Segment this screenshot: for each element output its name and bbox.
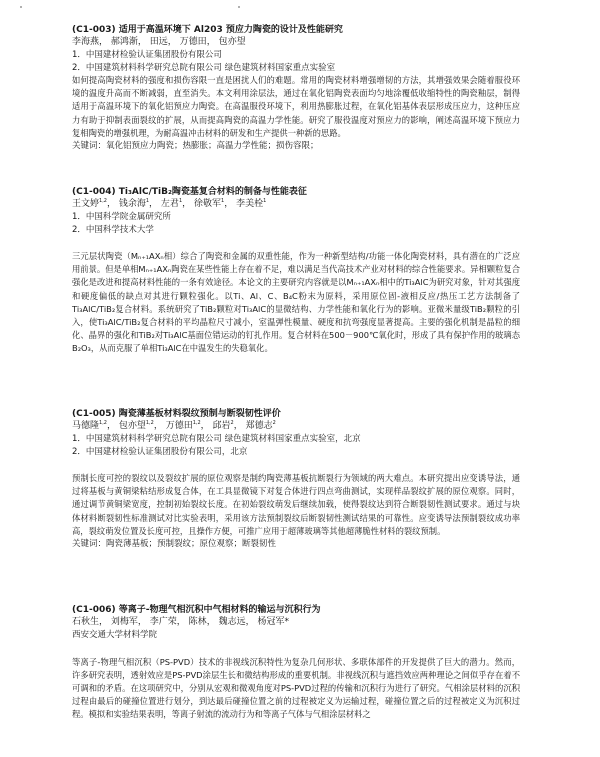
abstract-text: 如何提高陶瓷材料的强度和损伤容限一直是困扰人们的难题。常用的陶瓷材料增强增韧的方法，其增强效果会随着服役环境的温度升高而不断减弱，直至消失。本文利用涂层法，通过在氧化铝陶瓷表面均匀地涂覆低收缩特性的陶瓷釉层，制得适用于高温环境下的氧化铝预应力陶瓷。在高温服役环境下，利用热膨胀过程，在氧化铝基体表层形成压应力，这种压应力有助于抑制表面裂纹的扩展，从而提高陶瓷的高温力学性能。研究了服役温度对预应力的影响，阐述高温环境下预应力复相陶瓷的增强机理，为耐高温冲击材料的研发和生产提供一种新的思路。 [72,75,520,138]
entry-code: (C1-006) [72,605,116,615]
keywords-text: 陶瓷薄基板；预制裂纹；原位观察；断裂韧性 [106,539,277,550]
abstract-text: 等离子-物理气相沉积（PS-PVD）技术的非视线沉积特性为复杂几何形状、多联体部件的开发提供了巨大的潜力。然而，许多研究表明，透射效应是PS-PVD涂层生长和微结构形成的重要机制。非视线沉积与遮挡效应两种理论之间似乎存在着不可调和的矛盾。在这项研究中，分别从宏观和微观角度对PS-PVD过程的传输和沉积行为进行了研究。气相涂层材料的沉积过程由最后的碰撞位置进行划分，到达最后碰撞位置之前的过程被定义为运输过程，碰撞位置之后的过程被定义为沉积过程。模拟和实验结果表明，等离子射流的流动行为和等离子气体与气相涂层材料之 [72,656,520,720]
entry-code: (C1-005) [72,409,116,419]
affiliation: 2．中国建筑材料科学研究总院有限公司 绿色建筑材料国家重点实验室 [72,62,336,73]
author-list: 石秋生， 刘梅军， 李广荣， 陈林， 魏志远， 杨冠军* [72,617,289,627]
author-name: 邱岩 [212,421,231,431]
author-name: 徐敬军 [194,199,222,209]
abstract-entry-c1-005 [72,408,520,551]
author-name: 包亦望 [118,421,146,431]
entry-title [72,604,520,616]
author-sup: 2 [272,420,276,426]
author-name: 李广荣 [149,617,177,627]
author-sup: 1,2 [192,420,201,426]
keywords-text: 氧化铝预应力陶瓷；热膨胀；高温力学性能；损伤容限； [106,141,319,152]
author-name: 李美栓 [236,199,264,209]
author-list: 李海燕， 郝鸿渐， 田远， 万德田， 包亦望 [72,37,246,47]
scan-speck [238,6,240,8]
author-sup: 2 [230,420,234,426]
abstract-entry-c1-004 [72,186,520,356]
author-name: 刘梅军 [110,617,138,627]
author-list: 马德隆$^{1,2}$， 包亦望$^{1,2}$， 万德田$^{1,2}$， 邱岩$^2$， 郑德志$^2$ [72,420,276,431]
entry-title-text: 等离子-物理气相沉积中气相材料的输运与沉积行为 [118,605,321,615]
author-list: 王文婷$^{1,2}$， 钱余海$^1$， 左君$^1$， 徐敬军$^1$， 李美栓$^1$ [72,198,267,209]
scan-speck [20,6,22,8]
author-sup: 1,2 [99,420,107,426]
author-sup: 1 [178,198,183,204]
author-name: 郝鸿渐 [110,37,138,47]
entry-code: (C1-003) [72,25,116,35]
author-name: 钱余海 [118,199,146,209]
author-name: 王文婷 [72,199,100,209]
keywords-label: 关键词： [72,539,107,550]
author-name: 左君 [160,199,179,209]
abstract-entry-c1-006 [72,604,520,722]
author-name: 魏志远 [218,617,246,627]
entry-title-text: 适用于高温环境下 Al203 预应力陶瓷的设计及性能研究 [118,25,343,35]
entry-title-text: 陶瓷薄基板材料裂纹预制与断裂韧性评价 [118,409,281,419]
author-name: 李海燕 [72,37,100,47]
keywords [72,140,520,153]
entry-title-text: Ti₃AlC/TiB₂陶瓷基复合材料的制备与性能表征 [118,187,307,197]
keywords [72,538,520,551]
author-sup: 1,2 [145,420,154,426]
author-name: 石秋生 [72,617,100,627]
affiliation: 2．中国建材检验认证集团股份有限公司，北京 [72,446,248,457]
affiliation: 2．中国科学技术大学 [72,224,154,235]
author-sup: 1,2 [99,198,107,204]
affiliation: 1．中国科学院金属研究所 [72,212,171,222]
author-name: 田远 [149,37,168,47]
author-name: 杨冠军* [257,617,289,627]
author-sup: 1 [145,198,150,204]
author-sup: 1 [263,198,267,204]
entry-code: (C1-004) [72,187,116,197]
affiliation: 1．中国建材检验认证集团股份有限公司 [72,50,222,60]
entry-title [72,408,520,420]
keywords-label: 关键词： [72,141,107,152]
author-name: 马德隆 [72,421,100,431]
abstract-text: 三元层状陶瓷（Mₙ₊₁AXₙ相）综合了陶瓷和金属的双重性能，作为一种新型结构/功能一体化陶瓷材料，具有潜在的广泛应用前景。但是单相Mₙ₊₁AXₙ陶瓷在某些性能上存在着不足，难以满足当代高技术产业对材料的综合性能要求。异相颗粒复合强化是改进和提高材料性能的一条有效途径。本论文的主要研究内容就是以Mₙ₊₁AXₙ相中的Ti₃AlC为研究对象，针对其强度和硬度偏低的缺点对其进行颗粒强化。以Ti、Al、C、B₄C粉末为原料，采用原位固-液相反应/热压工艺方法制备了Ti₃AlC/TiB₂复合材料。系统研究了TiB₂颗粒对Ti₃AlC的显微结构、力学性能和氧化行为的影响。亚微米量级TiB₂颗粒的引入，使Ti₃AlC/TiB₂复合材料的平均晶粒尺寸减小，室温弹性模量、硬度和抗弯强度显著提高。主要的强化机制是晶粒的细化、晶界的强化和TiB₂对Ti₃AlC基面位错运动的钉扎作用。复合材料在500－900℃氧化时，形成了具有保护作用的玻璃态B₂O₃，从而克服了单相Ti₃AlC在中温发生的失稳氧化。 [72,251,520,354]
author-name: 万德田 [165,421,193,431]
affiliation: 1．中国建筑材料科学研究总院有限公司 绿色建筑材料国家重点实验室，北京 [72,434,361,444]
author-name: 陈林 [188,617,207,627]
affiliation: 西安交通大学材料学院 [72,630,158,640]
author-name: 包亦望 [218,37,246,47]
entry-title [72,186,520,198]
abstract-text: 预制长度可控的裂纹以及裂纹扩展的原位观察是制约陶瓷薄基板抗断裂行为领域的两大难点。本研究提出应变诱导法，通过将基板与黄铜梁粘结形成复合体，在工具显微镜下对复合体进行四点弯曲测试，实现样品裂纹扩展的原位观察。同时，通过调节黄铜梁宽度，控制初始裂纹长度。在初始裂纹萌发后继续加载，使得裂纹达到符合断裂韧性测试要求。通过与块体材料断裂韧性标准测试对比实验表明，采用该方法预制裂纹后断裂韧性测试结果的可靠性。应变诱导法预制裂纹成功率高，裂纹萌发位置及长度可控，且操作方便，可推广应用于超薄玻璃等其他超薄脆性材料的裂纹预制。 [72,473,520,536]
author-sup: 1 [221,198,225,204]
author-name: 郑德志 [245,421,273,431]
author-name: 万德田 [179,37,207,47]
entry-title [72,24,520,36]
abstract-entry-c1-003 [72,24,520,153]
